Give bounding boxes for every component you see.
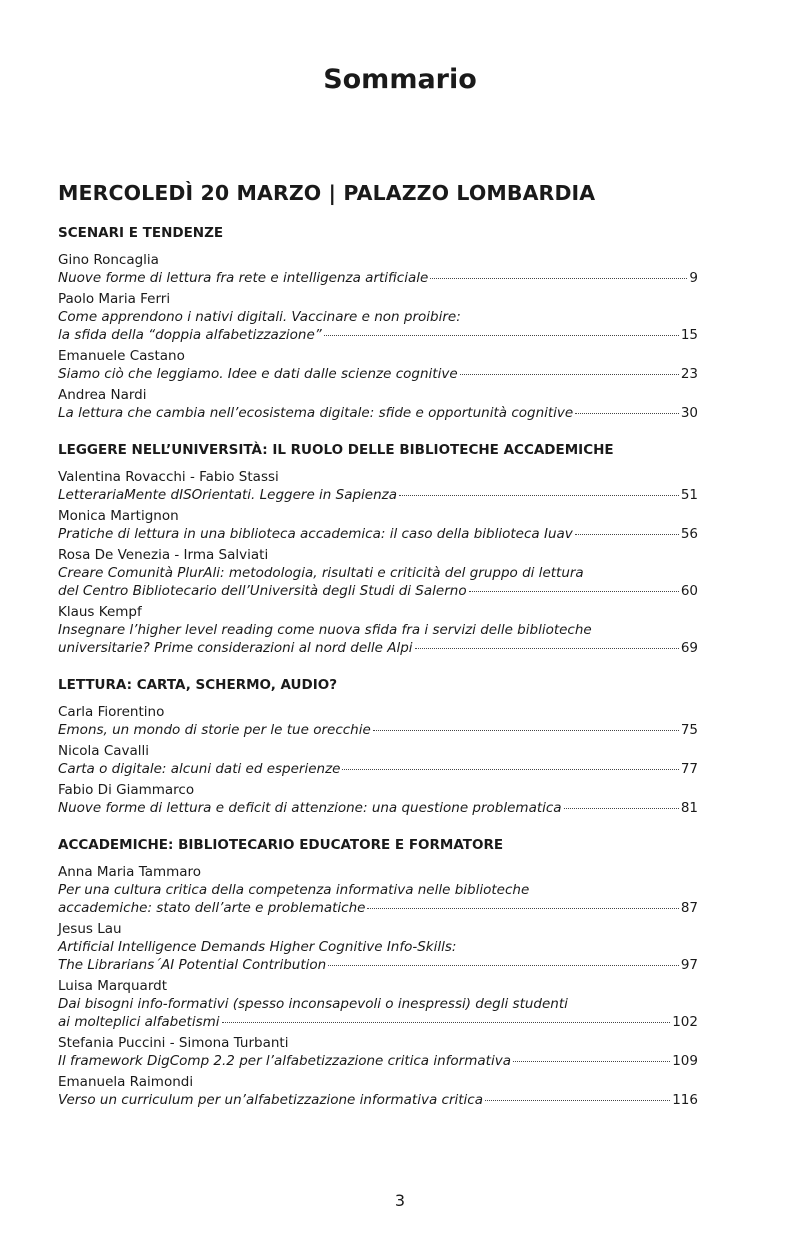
entry-title: La lettura che cambia nell’ecosistema digitale: sfide e opportunità cognitive bbox=[58, 405, 574, 421]
entry-author: Luisa Marquardt bbox=[58, 978, 167, 994]
entry-author: Rosa De Venezia - Irma Salviati bbox=[58, 547, 269, 563]
toc-entry[interactable] bbox=[58, 703, 698, 739]
entry-page-number: 56 bbox=[680, 526, 698, 542]
section-heading: LEGGERE NELL’UNIVERSITÀ: IL RUOLO DELLE BIBLIOTECHE ACCADEMICHE bbox=[58, 442, 614, 458]
entry-page-number: 116 bbox=[672, 1092, 698, 1108]
entry-title: universitarie? Prime considerazioni al nord delle Alpi bbox=[58, 640, 413, 656]
toc-entry[interactable] bbox=[58, 251, 698, 287]
entry-title-row bbox=[58, 721, 698, 739]
toc-entry[interactable] bbox=[58, 863, 698, 917]
toc-entry[interactable] bbox=[58, 468, 698, 504]
dot-leader bbox=[367, 908, 678, 909]
dot-leader bbox=[342, 769, 678, 770]
page-title: Sommario bbox=[323, 64, 477, 95]
toc-entry[interactable] bbox=[58, 1034, 698, 1070]
dot-leader bbox=[328, 965, 679, 966]
entry-title: ai molteplici alfabetismi bbox=[58, 1014, 220, 1030]
entry-title-row bbox=[58, 525, 698, 543]
entry-page-number: 97 bbox=[680, 957, 698, 973]
entry-title-row bbox=[58, 269, 698, 287]
entry-title: LetterariaMente dISOrientati. Leggere in Sapienza bbox=[58, 487, 398, 503]
page-number: 3 bbox=[394, 1191, 406, 1210]
entry-title-row bbox=[58, 1091, 698, 1109]
toc-section bbox=[58, 442, 698, 657]
entry-page-number: 102 bbox=[672, 1014, 698, 1030]
entry-page-number: 30 bbox=[680, 405, 698, 421]
entry-title-line: Dai bisogni info-formativi (spesso inconsapevoli o inespressi) degli studenti bbox=[58, 996, 568, 1012]
entry-title-row bbox=[58, 1013, 698, 1031]
entry-author: Stefania Puccini - Simona Turbanti bbox=[58, 1035, 289, 1051]
toc-entry[interactable] bbox=[58, 977, 698, 1031]
entry-title: Pratiche di lettura in una biblioteca accademica: il caso della biblioteca Iuav bbox=[58, 526, 573, 542]
toc-entry[interactable] bbox=[58, 1073, 698, 1109]
entry-page-number: 15 bbox=[680, 327, 698, 343]
dot-leader bbox=[513, 1061, 670, 1062]
toc-section bbox=[58, 677, 698, 817]
entry-author: Anna Maria Tammaro bbox=[58, 864, 202, 880]
toc-entry[interactable] bbox=[58, 290, 698, 344]
day-heading: MERCOLEDÌ 20 MARZO | PALAZZO LOMBARDIA bbox=[58, 181, 596, 205]
entry-page-number: 81 bbox=[680, 800, 698, 816]
dot-leader bbox=[399, 495, 679, 496]
entry-title-row bbox=[58, 799, 698, 817]
dot-leader bbox=[469, 591, 679, 592]
dot-leader bbox=[485, 1100, 670, 1101]
toc-entry[interactable] bbox=[58, 347, 698, 383]
toc-entry[interactable] bbox=[58, 603, 698, 657]
entry-author: Klaus Kempf bbox=[58, 604, 142, 620]
entry-title: accademiche: stato dell’arte e problematiche bbox=[58, 900, 366, 916]
entry-author: Nicola Cavalli bbox=[58, 743, 150, 759]
entry-title-row bbox=[58, 899, 698, 917]
entry-page-number: 23 bbox=[680, 366, 698, 382]
section-heading: LETTURA: CARTA, SCHERMO, AUDIO? bbox=[58, 677, 338, 693]
dot-leader bbox=[373, 730, 679, 731]
table-of-contents bbox=[58, 225, 698, 1129]
entry-title: del Centro Bibliotecario dell’Università degli Studi di Salerno bbox=[58, 583, 467, 599]
entry-title: Emons, un mondo di storie per le tue orecchie bbox=[58, 722, 371, 738]
entry-author: Carla Fiorentino bbox=[58, 704, 165, 720]
entry-page-number: 51 bbox=[680, 487, 698, 503]
entry-title-row bbox=[58, 1052, 698, 1070]
entry-title-row bbox=[58, 365, 698, 383]
entry-author: Jesus Lau bbox=[58, 921, 122, 937]
entry-page-number: 77 bbox=[680, 761, 698, 777]
toc-entry[interactable] bbox=[58, 386, 698, 422]
dot-leader bbox=[575, 413, 679, 414]
dot-leader bbox=[575, 534, 679, 535]
entry-page-number: 109 bbox=[672, 1053, 698, 1069]
entry-author: Valentina Rovacchi - Fabio Stassi bbox=[58, 469, 279, 485]
entry-author: Emanuele Castano bbox=[58, 348, 185, 364]
entry-title-line: Creare Comunità PlurAli: metodologia, risultati e criticità del gruppo di lettura bbox=[58, 565, 584, 581]
entry-title: Nuove forme di lettura e deficit di attenzione: una questione problematica bbox=[58, 800, 562, 816]
dot-leader bbox=[324, 335, 679, 336]
entry-title-line: Come apprendono i nativi digitali. Vaccinare e non proibire: bbox=[58, 309, 461, 325]
entry-author: Fabio Di Giammarco bbox=[58, 782, 195, 798]
entry-title-row bbox=[58, 760, 698, 778]
entry-title: Carta o digitale: alcuni dati ed esperienze bbox=[58, 761, 341, 777]
entry-author: Andrea Nardi bbox=[58, 387, 147, 403]
toc-entry[interactable] bbox=[58, 742, 698, 778]
entry-title: Nuove forme di lettura fra rete e intelligenza artificiale bbox=[58, 270, 429, 286]
entry-title-row bbox=[58, 326, 698, 344]
entry-title-row bbox=[58, 486, 698, 504]
dot-leader bbox=[460, 374, 679, 375]
entry-title-row bbox=[58, 956, 698, 974]
dot-leader bbox=[430, 278, 687, 279]
entry-page-number: 60 bbox=[680, 583, 698, 599]
toc-entry[interactable] bbox=[58, 920, 698, 974]
toc-section bbox=[58, 837, 698, 1109]
entry-title: Il framework DigComp 2.2 per l’alfabetizzazione critica informativa bbox=[58, 1053, 511, 1069]
entry-title: The Librarians´AI Potential Contribution bbox=[58, 957, 327, 973]
entry-author: Emanuela Raimondi bbox=[58, 1074, 194, 1090]
entry-title: Verso un curriculum per un’alfabetizzazione informativa critica bbox=[58, 1092, 483, 1108]
entry-page-number: 9 bbox=[689, 270, 698, 286]
entry-title-line: Insegnare l’higher level reading come nuova sfida fra i servizi delle biblioteche bbox=[58, 622, 592, 638]
entry-title-row bbox=[58, 404, 698, 422]
entry-title: la sfida della “doppia alfabetizzazione” bbox=[58, 327, 322, 343]
dot-leader bbox=[415, 648, 679, 649]
entry-author: Monica Martignon bbox=[58, 508, 179, 524]
section-heading: ACCADEMICHE: BIBLIOTECARIO EDUCATORE E FORMATORE bbox=[58, 837, 504, 853]
entry-title-row bbox=[58, 582, 698, 600]
dot-leader bbox=[222, 1022, 671, 1023]
entry-title: Siamo ciò che leggiamo. Idee e dati dalle scienze cognitive bbox=[58, 366, 458, 382]
entry-author: Gino Roncaglia bbox=[58, 252, 159, 268]
entry-title-line: Artificial Intelligence Demands Higher Cognitive Info-Skills: bbox=[58, 939, 457, 955]
toc-entry[interactable] bbox=[58, 781, 698, 817]
entry-page-number: 75 bbox=[680, 722, 698, 738]
entry-page-number: 87 bbox=[680, 900, 698, 916]
dot-leader bbox=[564, 808, 679, 809]
toc-entry[interactable] bbox=[58, 546, 698, 600]
toc-section bbox=[58, 225, 698, 422]
entry-author: Paolo Maria Ferri bbox=[58, 291, 171, 307]
entry-page-number: 69 bbox=[680, 640, 698, 656]
entry-title-line: Per una cultura critica della competenza informativa nelle biblioteche bbox=[58, 882, 530, 898]
section-heading: SCENARI E TENDENZE bbox=[58, 225, 224, 241]
entry-title-row bbox=[58, 639, 698, 657]
toc-entry[interactable] bbox=[58, 507, 698, 543]
